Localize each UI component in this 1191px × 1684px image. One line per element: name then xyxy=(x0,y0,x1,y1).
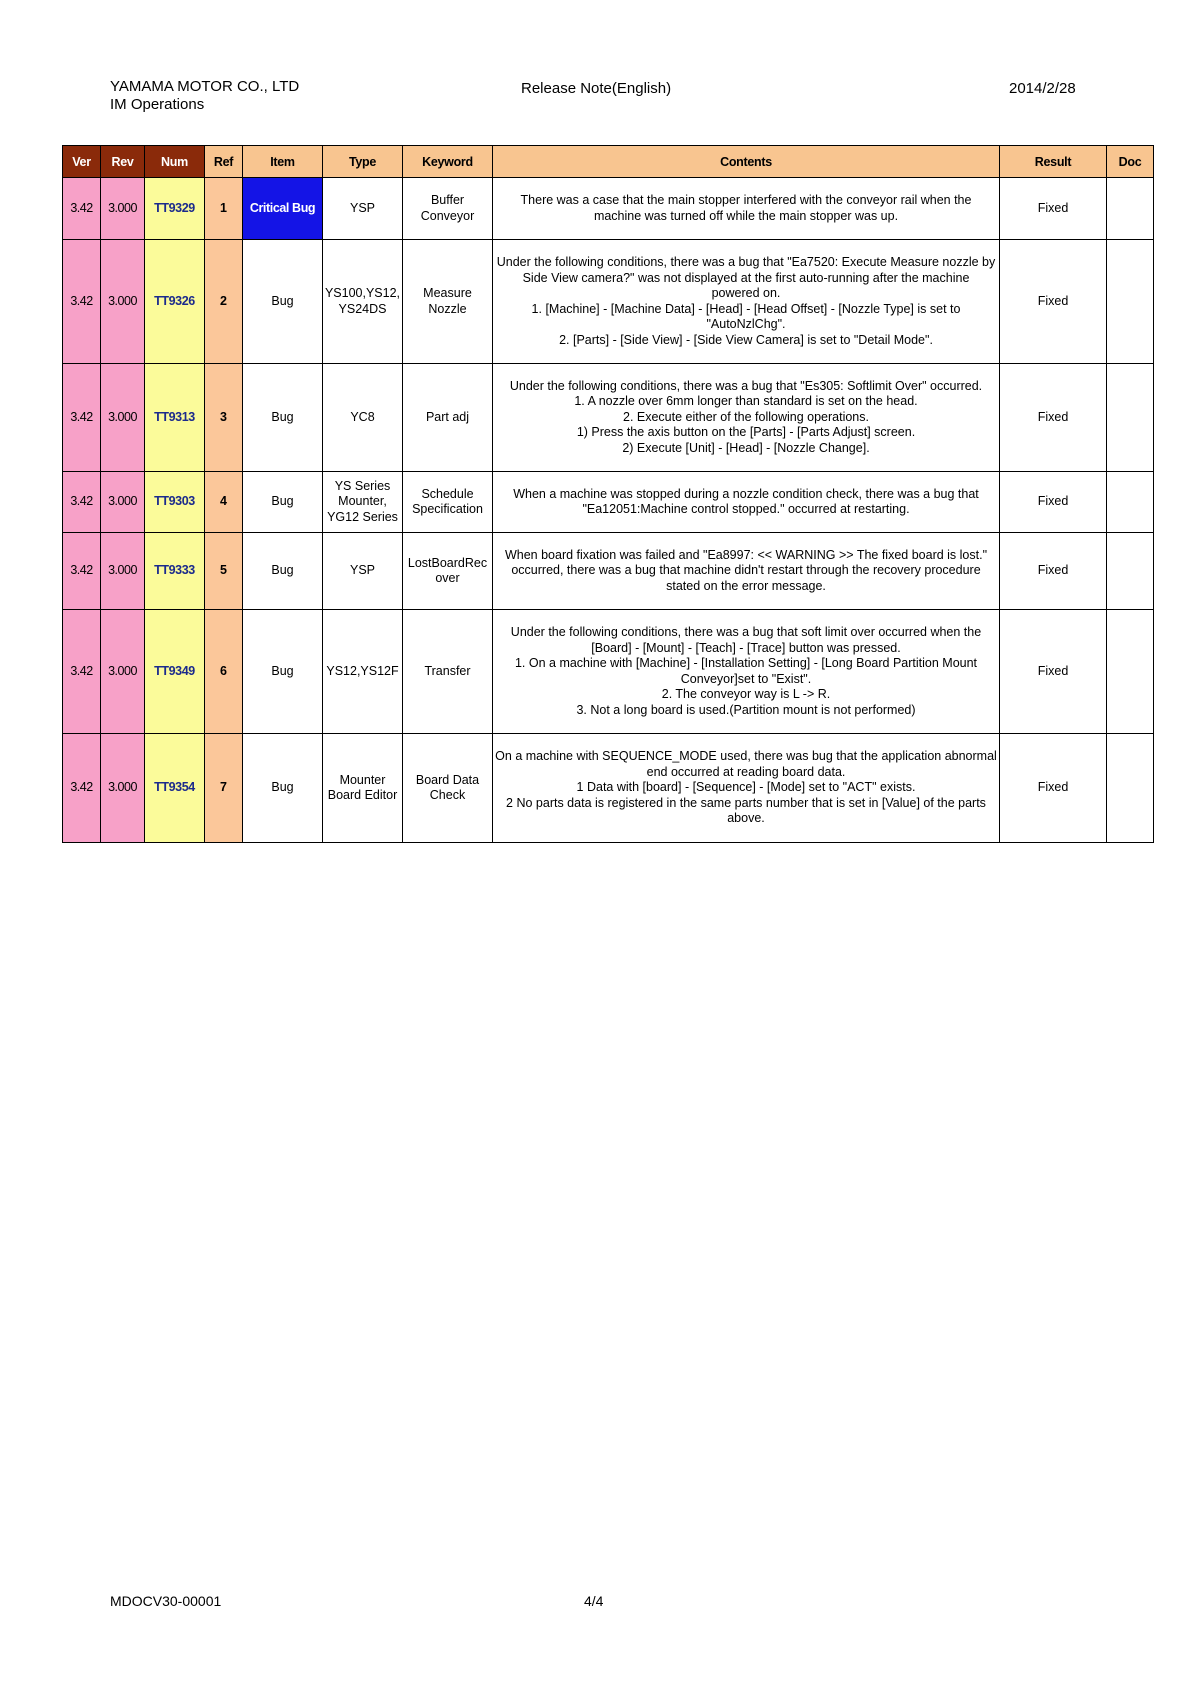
cell-ver: 3.42 xyxy=(63,734,101,843)
contents-line: Side View camera?" was not displayed at the first auto-running after the machine xyxy=(522,270,970,285)
cell-keyword-line: Board Data xyxy=(415,772,480,787)
cell-item: Bug xyxy=(243,734,323,843)
document-date: 2014/2/28 xyxy=(1009,80,1076,97)
contents-line: occurred, there was a bug that machine didn't restart through the recovery procedure xyxy=(511,563,981,578)
cell-doc xyxy=(1107,472,1154,533)
cell-ver: 3.42 xyxy=(63,610,101,734)
cell-contents xyxy=(493,178,1000,240)
cell-keyword-line: Specification xyxy=(412,502,483,516)
cell-type-line: Board Editor xyxy=(327,788,398,802)
cell-rev: 3.000 xyxy=(101,472,145,533)
contents-line: Conveyor]set to "Exist". xyxy=(680,671,812,686)
cell-type xyxy=(323,364,403,472)
column-header-rev: Rev xyxy=(101,146,145,178)
cell-rev: 3.000 xyxy=(101,533,145,610)
contents-line: There was a case that the main stopper interfered with the conveyor rail when the xyxy=(520,193,972,207)
cell-keyword-line: over xyxy=(435,571,460,585)
cell-ref: 3 xyxy=(205,364,243,472)
footer-page-number: 4/4 xyxy=(584,1593,604,1609)
cell-type-line: YS Series xyxy=(334,478,391,493)
cell-ref: 7 xyxy=(205,734,243,843)
cell-ver: 3.42 xyxy=(63,364,101,472)
cell-item: Bug xyxy=(243,533,323,610)
cell-type-line: YS100,YS12, xyxy=(324,286,401,300)
cell-ref: 1 xyxy=(205,178,243,240)
cell-num: TT9303 xyxy=(145,472,205,533)
column-header-keyword: Keyword xyxy=(403,146,493,178)
cell-doc xyxy=(1107,533,1154,610)
cell-result: Fixed xyxy=(1000,533,1107,610)
cell-doc xyxy=(1107,240,1154,364)
cell-item: Critical Bug xyxy=(243,178,323,240)
column-header-type: Type xyxy=(323,146,403,178)
release-notes-table xyxy=(62,145,1154,843)
contents-line: 2 No parts data is registered in the same parts number that is set in [Value] of the parts xyxy=(506,795,986,810)
table-row xyxy=(63,178,1154,240)
cell-type xyxy=(323,610,403,734)
table-row xyxy=(63,533,1154,610)
cell-num: TT9313 xyxy=(145,364,205,472)
cell-ver: 3.42 xyxy=(63,240,101,364)
column-header-item: Item xyxy=(243,146,323,178)
cell-num: TT9326 xyxy=(145,240,205,364)
cell-item: Bug xyxy=(243,472,323,533)
contents-line: 1. A nozzle over 6mm longer than standard is set on the head. xyxy=(574,394,918,409)
cell-ver: 3.42 xyxy=(63,178,101,240)
table-row xyxy=(63,240,1154,364)
cell-result: Fixed xyxy=(1000,472,1107,533)
contents-line: 1. On a machine with [Machine] - [Installation Setting] - [Long Board Partition Mount xyxy=(514,656,978,670)
cell-item: Bug xyxy=(243,610,323,734)
cell-type-line: YSP xyxy=(349,200,375,215)
cell-result: Fixed xyxy=(1000,734,1107,843)
cell-keyword xyxy=(403,364,493,472)
contents-line: 2) Execute [Unit] - [Head] - [Nozzle Change]. xyxy=(622,440,870,455)
cell-type-line: YG12 Series xyxy=(327,509,398,524)
contents-line: stated on the error message. xyxy=(666,578,826,593)
table-row xyxy=(63,734,1154,843)
cell-ref: 5 xyxy=(205,533,243,610)
cell-ref: 6 xyxy=(205,610,243,734)
contents-line: 1. [Machine] - [Machine Data] - [Head] - [Head Offset] - [Nozzle Type] is set to xyxy=(531,301,961,316)
document-title: Release Note(English) xyxy=(521,80,672,97)
cell-doc xyxy=(1107,610,1154,734)
cell-keyword-line: LostBoardRec xyxy=(407,555,488,570)
cell-keyword xyxy=(403,472,493,533)
contents-line: Under the following conditions, there was a bug that "Ea7520: Execute Measure nozzle by xyxy=(496,255,996,269)
contents-line: 3. Not a long board is used.(Partition mount is not performed) xyxy=(576,702,916,717)
cell-item: Bug xyxy=(243,364,323,472)
contents-line: "Ea12051:Machine control stopped." occurred at restarting. xyxy=(582,502,910,516)
column-header-num: Num xyxy=(145,146,205,178)
contents-line: Under the following conditions, there was a bug that soft limit over occurred when the xyxy=(510,625,982,639)
cell-doc xyxy=(1107,178,1154,240)
cell-keyword-line: Transfer xyxy=(424,663,471,678)
contents-line: end occurred at reading board data. xyxy=(646,764,846,779)
company-name: YAMAMA MOTOR CO., LTD xyxy=(110,78,300,95)
contents-line: When board fixation was failed and "Ea8997: << WARNING >> The fixed board is lost." xyxy=(504,547,988,562)
cell-contents xyxy=(493,734,1000,843)
department-name: IM Operations xyxy=(110,96,205,113)
cell-rev: 3.000 xyxy=(101,610,145,734)
cell-type-line: YS24DS xyxy=(338,301,387,316)
cell-keyword xyxy=(403,240,493,364)
cell-contents xyxy=(493,364,1000,472)
contents-line: "AutoNzlChg". xyxy=(706,317,786,331)
cell-keyword-line: Measure xyxy=(423,286,472,300)
cell-ref: 4 xyxy=(205,472,243,533)
contents-line: 2. The conveyor way is L -> R. xyxy=(661,687,831,701)
cell-type-line: Mounter, xyxy=(338,494,387,509)
contents-line: Under the following conditions, there was a bug that "Es305: Softlimit Over" occurred. xyxy=(509,378,983,393)
cell-ver: 3.42 xyxy=(63,472,101,533)
cell-type-line: Mounter xyxy=(339,772,386,787)
column-header-contents: Contents xyxy=(493,146,1000,178)
contents-line: 1) Press the axis button on the [Parts] - [Parts Adjust] screen. xyxy=(576,425,916,440)
cell-result: Fixed xyxy=(1000,610,1107,734)
cell-ver: 3.42 xyxy=(63,533,101,610)
cell-rev: 3.000 xyxy=(101,178,145,240)
cell-keyword-line: Check xyxy=(429,788,466,802)
cell-type-line: YS12,YS12F xyxy=(326,663,399,678)
contents-line: machine was turned off while the main stopper was up. xyxy=(593,208,899,223)
contents-line: 1 Data with [board] - [Sequence] - [Mode] set to "ACT" exists. xyxy=(576,780,916,795)
contents-line: powered on. xyxy=(711,286,781,300)
cell-result: Fixed xyxy=(1000,240,1107,364)
cell-doc xyxy=(1107,734,1154,843)
cell-result: Fixed xyxy=(1000,178,1107,240)
cell-keyword xyxy=(403,734,493,843)
cell-keyword-line: Part adj xyxy=(425,409,470,424)
cell-keyword-line: Nozzle xyxy=(428,301,467,316)
cell-type xyxy=(323,734,403,843)
cell-type-line: YC8 xyxy=(350,409,375,424)
column-header-result: Result xyxy=(1000,146,1107,178)
contents-line: 2. Execute either of the following operations. xyxy=(623,409,869,424)
cell-keyword-line: Schedule xyxy=(421,486,474,501)
cell-contents xyxy=(493,240,1000,364)
cell-rev: 3.000 xyxy=(101,364,145,472)
contents-line: 2. [Parts] - [Side View] - [Side View Camera] is set to "Detail Mode". xyxy=(559,332,933,347)
cell-contents xyxy=(493,472,1000,533)
cell-item: Bug xyxy=(243,240,323,364)
cell-type xyxy=(323,533,403,610)
cell-keyword-line: Conveyor xyxy=(420,208,475,223)
cell-type xyxy=(323,178,403,240)
cell-num: TT9329 xyxy=(145,178,205,240)
cell-num: TT9354 xyxy=(145,734,205,843)
table-header-row xyxy=(63,146,1154,178)
contents-line: When a machine was stopped during a nozzle condition check, there was a bug that xyxy=(513,486,979,501)
cell-rev: 3.000 xyxy=(101,240,145,364)
cell-keyword xyxy=(403,610,493,734)
cell-type xyxy=(323,472,403,533)
cell-contents xyxy=(493,610,1000,734)
cell-doc xyxy=(1107,364,1154,472)
contents-line: [Board] - [Mount] - [Teach] - [Trace] button was pressed. xyxy=(591,640,901,655)
cell-type xyxy=(323,240,403,364)
table-row xyxy=(63,364,1154,472)
contents-line: On a machine with SEQUENCE_MODE used, there was bug that the application abnormal xyxy=(495,749,997,764)
cell-keyword xyxy=(403,178,493,240)
table-row xyxy=(63,472,1154,533)
cell-rev: 3.000 xyxy=(101,734,145,843)
cell-ref: 2 xyxy=(205,240,243,364)
footer-document-id: MDOCV30-00001 xyxy=(110,1593,222,1609)
cell-keyword-line: Buffer xyxy=(430,193,465,207)
contents-line: above. xyxy=(727,811,765,826)
cell-num: TT9349 xyxy=(145,610,205,734)
cell-keyword xyxy=(403,533,493,610)
company-block xyxy=(110,78,299,114)
column-header-doc: Doc xyxy=(1107,146,1154,178)
column-header-ver: Ver xyxy=(63,146,101,178)
cell-contents xyxy=(493,533,1000,610)
table-row xyxy=(63,610,1154,734)
cell-type-line: YSP xyxy=(349,563,375,578)
column-header-ref: Ref xyxy=(205,146,243,178)
cell-num: TT9333 xyxy=(145,533,205,610)
cell-result: Fixed xyxy=(1000,364,1107,472)
